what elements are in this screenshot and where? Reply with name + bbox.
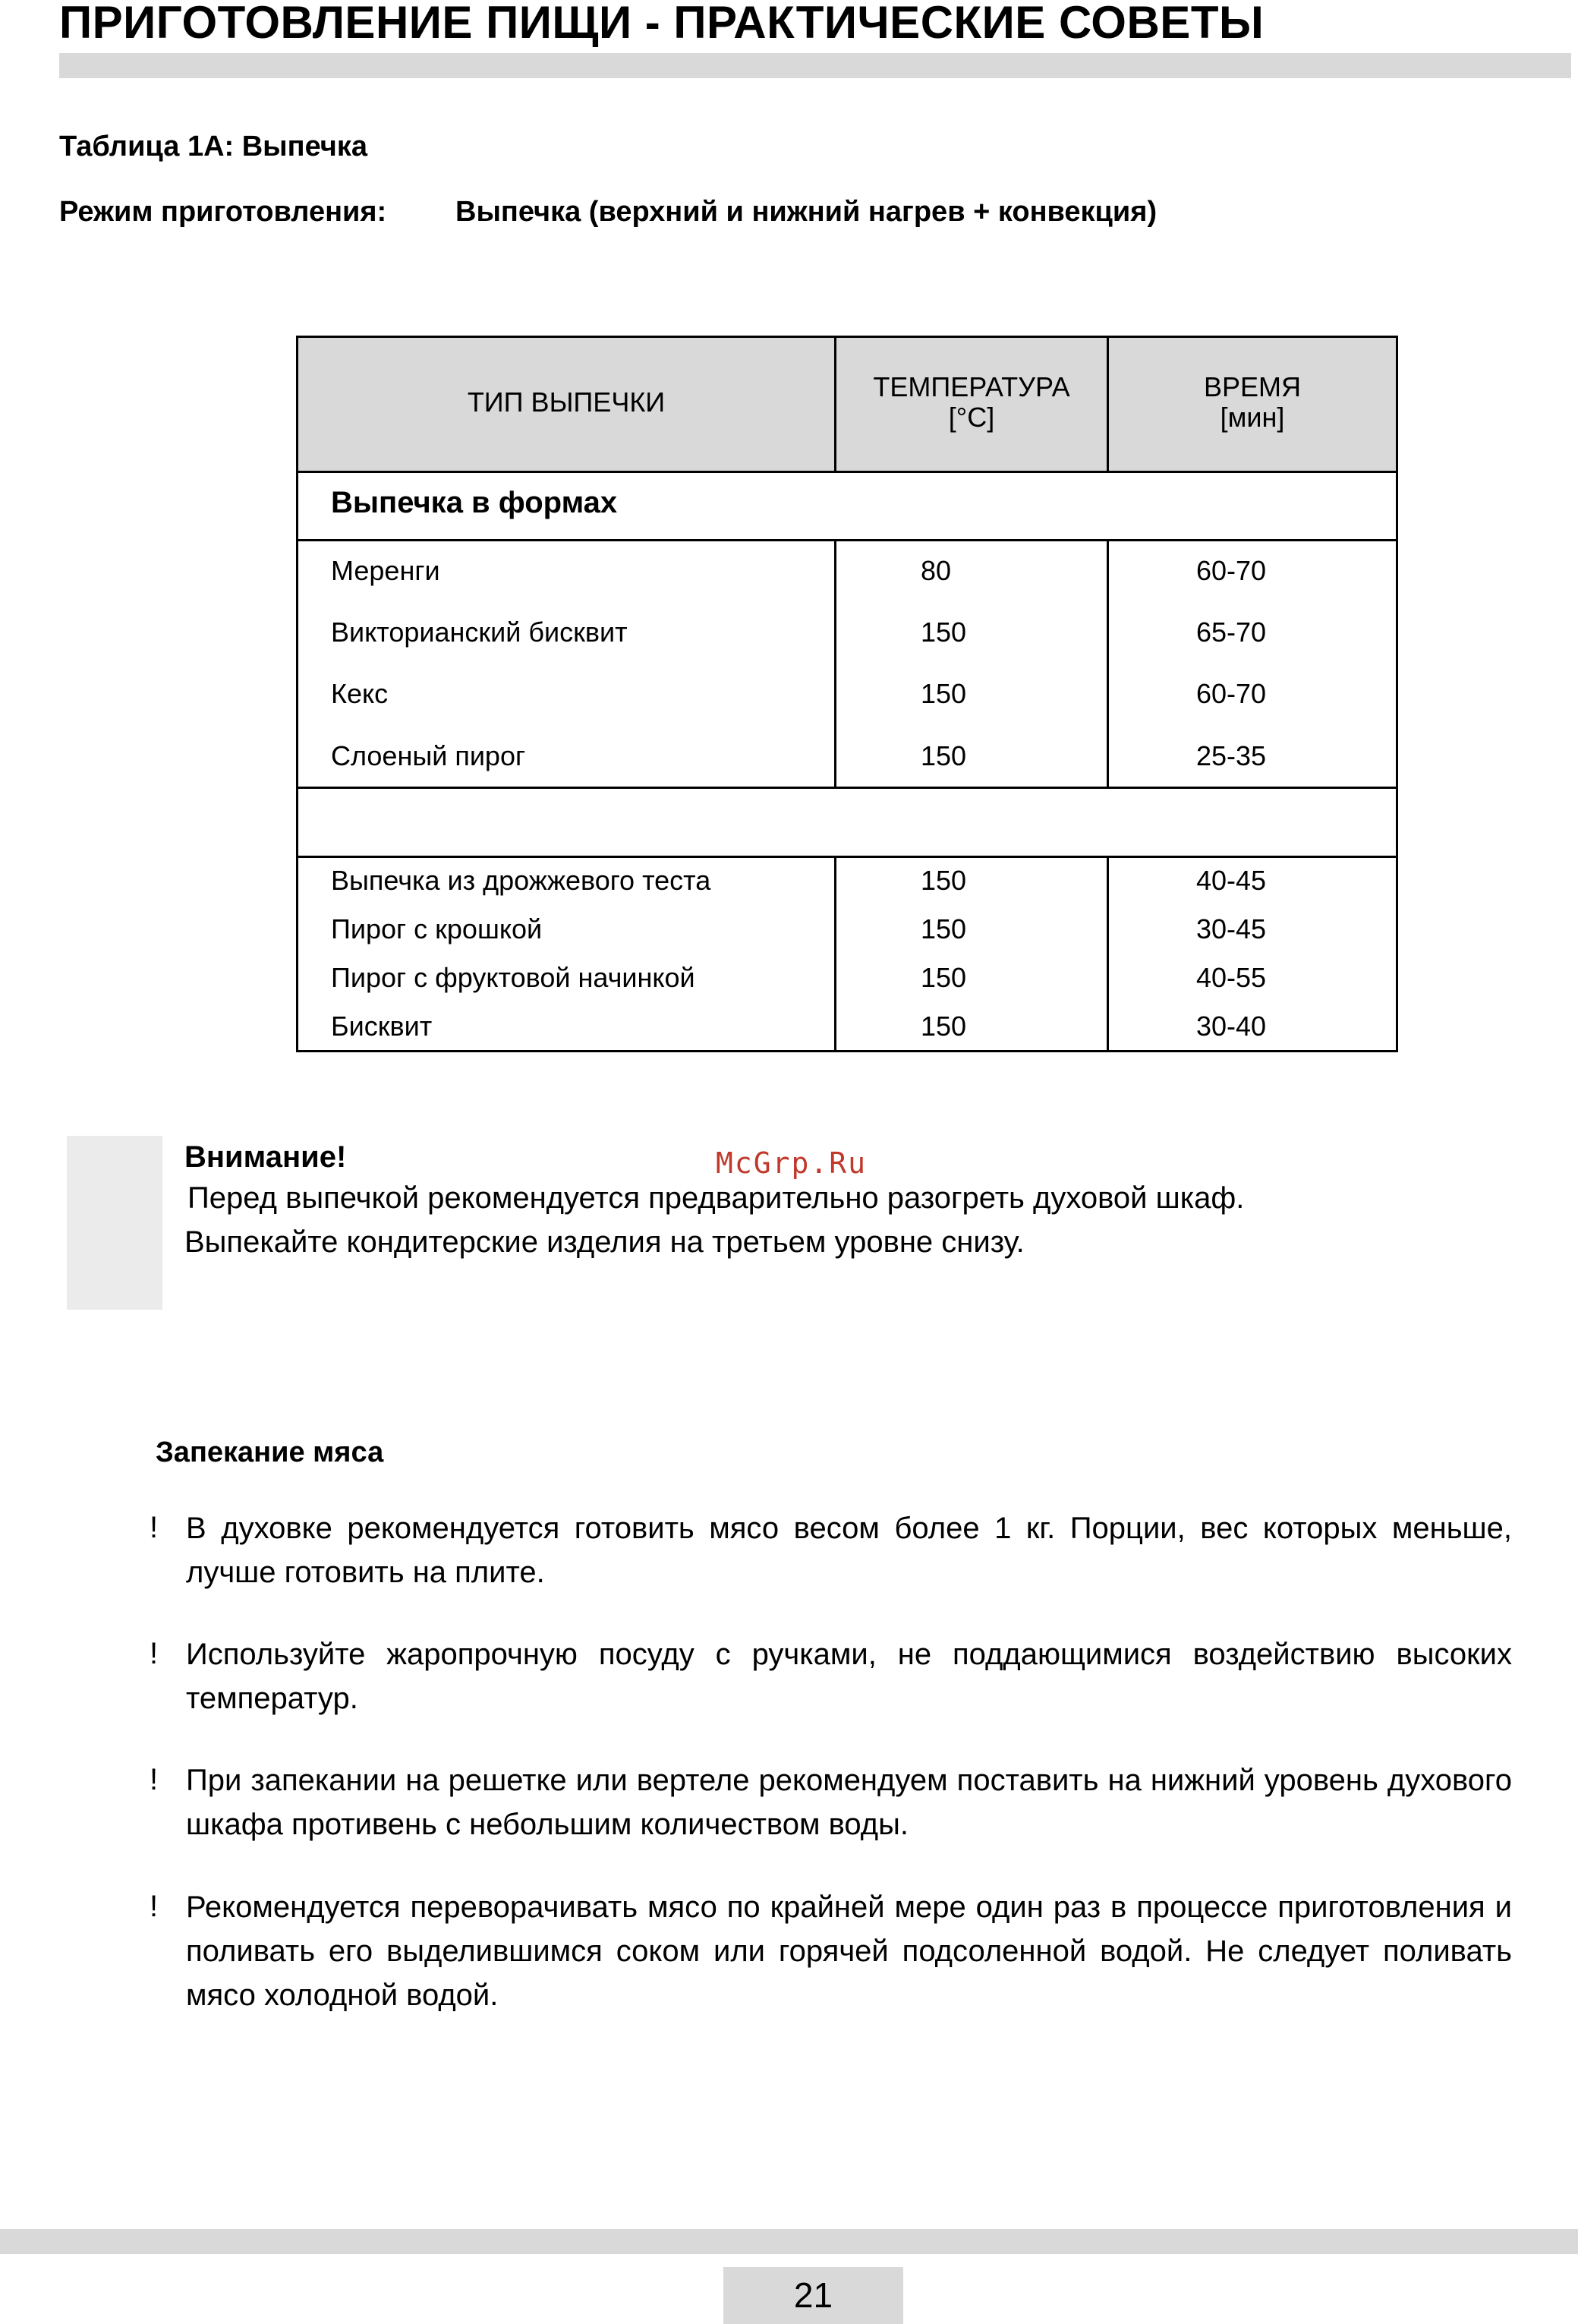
cell-temp: 150 — [921, 1011, 967, 1042]
note-line-1: Перед выпечкой рекомендуется предварительно разогреть духовой шкаф. — [187, 1181, 1245, 1215]
meat-tip-3: При запекании на решетке или вертеле рекомендуем поставить на нижний уровень духового шкафа противень с небольшим количеством воды. — [186, 1764, 1512, 1841]
cell-time: 65-70 — [1196, 616, 1267, 648]
cell-name: Бисквит — [331, 1011, 433, 1042]
cell-time: 25-35 — [1196, 740, 1267, 771]
cooking-mode-value: Выпечка (верхний и нижний нагрев + конвекция) — [455, 196, 1158, 228]
meat-section-title: Запекание мяса — [156, 1436, 384, 1468]
cell-time: 60-70 — [1196, 555, 1267, 586]
header-time-label: ВРЕМЯ — [1203, 371, 1302, 402]
col-divider-2-lower — [1107, 856, 1109, 1050]
cell-temp: 150 — [921, 740, 967, 771]
header-type: ТИП ВЫПЕЧКИ — [467, 386, 666, 418]
section2-divider — [298, 856, 1396, 858]
cell-name: Пирог с фруктовой начинкой — [331, 962, 695, 993]
meat-tip-4: Рекомендуется переворачивать мясо по крайней мере один раз в процессе приготовления и поливать его выделившимся соком или горячей подсоленной водой. Не следует поливать мясо холодной водой. — [186, 1890, 1512, 2012]
cell-time: 40-55 — [1196, 962, 1267, 993]
cell-name: Меренги — [331, 555, 440, 586]
cell-name: Пирог с крошкой — [331, 913, 543, 944]
col-divider-2-header — [1107, 338, 1109, 473]
note-title: Внимание! — [184, 1140, 347, 1174]
cooking-mode-label: Режим приготовления: — [59, 196, 387, 228]
col-divider-1-lower — [834, 856, 836, 1050]
cell-temp: 150 — [921, 616, 967, 648]
footer-bar — [0, 2229, 1578, 2254]
bullet-mark: ! — [150, 1763, 159, 1796]
note-marker-box — [67, 1136, 162, 1310]
cell-time: 40-45 — [1196, 865, 1267, 896]
header-time-unit: [мин] — [1220, 402, 1285, 433]
cell-name: Выпечка из дрожжевого теста — [331, 865, 711, 896]
page-number: 21 — [723, 2267, 903, 2324]
page-title: ПРИГОТОВЛЕНИЕ ПИЩИ - ПРАКТИЧЕСКИЕ СОВЕТЫ — [59, 0, 1265, 48]
section1-divider — [298, 539, 1396, 541]
title-underline-bar — [59, 53, 1571, 78]
cell-temp: 150 — [921, 865, 967, 896]
meat-tip-2: Используйте жаропрочную посуду с ручками, не поддающимися воздействию высоких температур. — [186, 1638, 1512, 1715]
note-line-2: Выпекайте кондитерские изделия на третьем уровне снизу. — [184, 1225, 1025, 1259]
col-divider-1-header — [834, 338, 836, 473]
header-time — [1109, 372, 1396, 433]
bullet-mark: ! — [150, 1890, 159, 1923]
cell-temp: 80 — [921, 555, 952, 586]
cell-time: 60-70 — [1196, 678, 1267, 709]
cell-temp: 150 — [921, 913, 967, 944]
cell-temp: 150 — [921, 678, 967, 709]
header-temperature-label: ТЕМПЕРАТУРА — [873, 371, 1070, 402]
bullet-mark: ! — [150, 1511, 159, 1544]
header-temperature-unit: [°C] — [948, 402, 995, 433]
cell-temp: 150 — [921, 962, 967, 993]
header-divider — [298, 471, 1396, 473]
cell-name: Кекс — [331, 678, 389, 709]
cell-name: Викторианский бисквит — [331, 616, 628, 648]
table-label: Таблица 1А: Выпечка — [59, 131, 367, 162]
watermark: McGrp.Ru — [716, 1146, 868, 1180]
cell-time: 30-40 — [1196, 1011, 1267, 1042]
meat-tip-1: В духовке рекомендуется готовить мясо весом более 1 кг. Порции, вес которых меньше, лучше готовить на плите. — [186, 1512, 1512, 1589]
section-title-forms: Выпечка в формах — [331, 486, 618, 519]
header-temperature — [836, 372, 1107, 433]
section2-title-band — [301, 789, 1394, 856]
cell-time: 30-45 — [1196, 913, 1267, 944]
bullet-mark: ! — [150, 1637, 159, 1670]
cell-name: Слоеный пирог — [331, 740, 526, 771]
baking-table — [296, 336, 1398, 1052]
